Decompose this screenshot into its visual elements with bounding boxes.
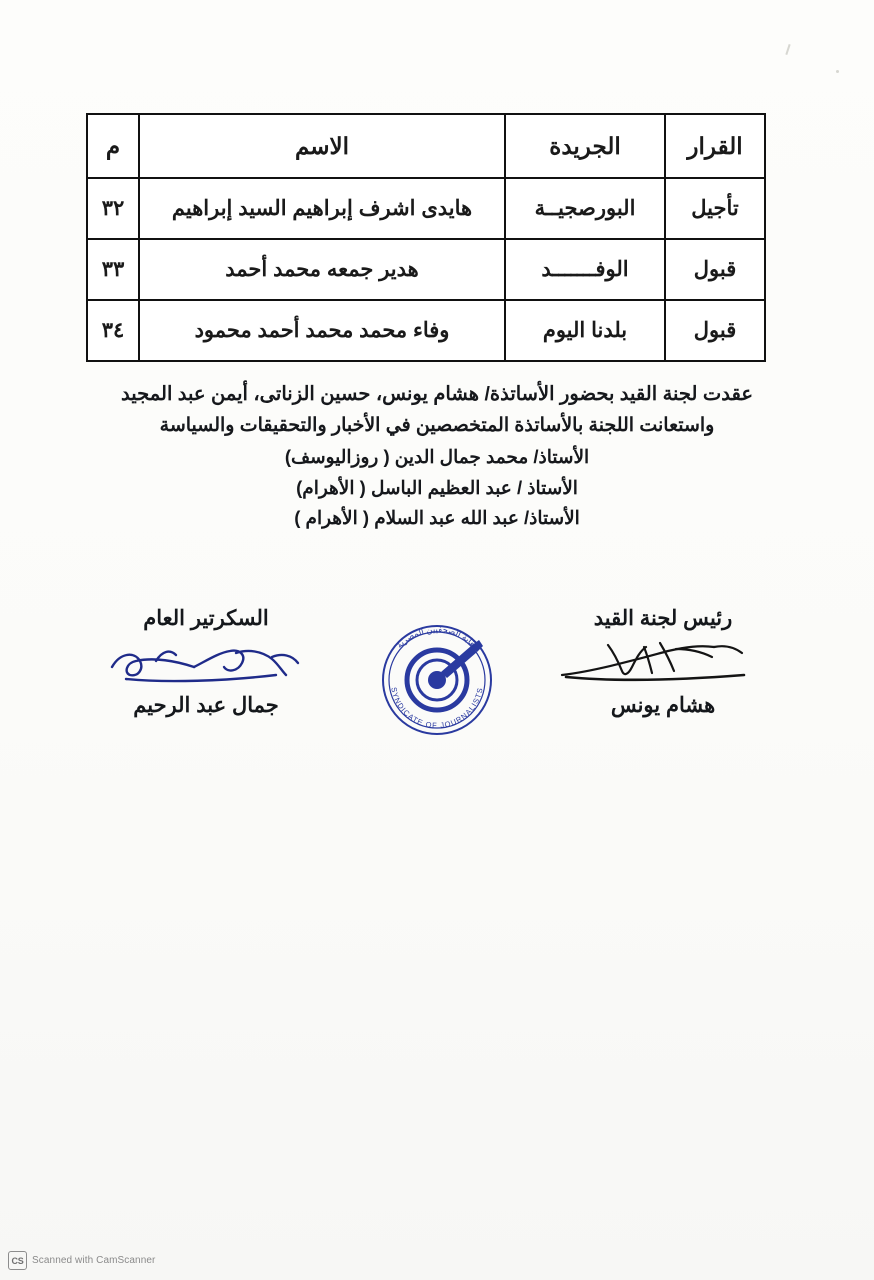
signature-block-secretary-general [96,606,316,718]
table-header-row [87,114,765,178]
cell-name: هايدى اشرف إبراهيم السيد إبراهيم [139,178,505,239]
camscanner-badge-icon: CS [8,1251,27,1270]
cell-number: ٣٢ [87,178,139,239]
table-row [87,178,765,239]
scan-artifact [785,44,790,55]
paragraph-line-3: الأستاذ/ محمد جمال الدين ( روزاليوسف) [284,445,590,467]
header-name: الاسم [139,114,505,178]
cell-decision: قبول [665,300,765,361]
syndicate-stamp-icon [367,612,507,747]
cell-number: ٣٣ [87,239,139,300]
table-row [87,239,765,300]
cell-newspaper: البورصجيــة [505,178,665,239]
header-number: م [87,114,139,178]
signature-name-secretary-general: جمال عبد الرحيم [133,694,279,717]
svg-text:نقابة الصحفيين المصرية: نقابة الصحفيين المصرية [394,623,480,650]
paragraph-line-2: واستعانت اللجنة بالأساتذة المتخصصين في الأخبار والتحقيقات والسياسة [159,415,715,437]
scan-artifact [836,70,839,73]
handwritten-signature-secretary-general [96,631,316,693]
cell-decision: تأجيل [665,178,765,239]
table-row [87,300,765,361]
table-body [87,178,765,361]
registry-table-container [86,113,766,362]
signature-title-secretary-general: السكرتير العام [143,607,269,630]
cell-newspaper: الوفـــــــد [505,239,665,300]
camscanner-watermark [8,1251,155,1270]
paragraph-line-5: الأستاذ/ عبد الله عبد السلام ( الأهرام ) [294,507,580,529]
cell-decision: قبول [665,239,765,300]
svg-text:SYNDICATE OF JOURNALISTS: SYNDICATE OF JOURNALISTS [389,686,485,731]
handwritten-signature-committee-head [548,631,778,693]
paragraph-line-1: عقدت لجنة القيد بحضور الأساتذة/ هشام يونس، حسين الزناتى، أيمن عبد المجيد [121,383,753,405]
header-newspaper: الجريدة [505,114,665,178]
header-decision: القرار [665,114,765,178]
registry-table [86,113,766,362]
cell-number: ٣٤ [87,300,139,361]
cell-newspaper: بلدنا اليوم [505,300,665,361]
table-header [87,114,765,178]
cell-name: وفاء محمد محمد أحمد محمود [139,300,505,361]
cell-name: هدير جمعه محمد أحمد [139,239,505,300]
signature-block-committee-head [548,606,778,718]
signature-name-committee-head: هشام يونس [610,694,716,717]
camscanner-label: Scanned with CamScanner [32,1255,156,1266]
paragraph-line-4: الأستاذ / عبد العظيم الباسل ( الأهرام) [296,476,578,498]
signature-title-committee-head: رئيس لجنة القيد [593,607,733,630]
committee-paragraph [0,380,874,536]
